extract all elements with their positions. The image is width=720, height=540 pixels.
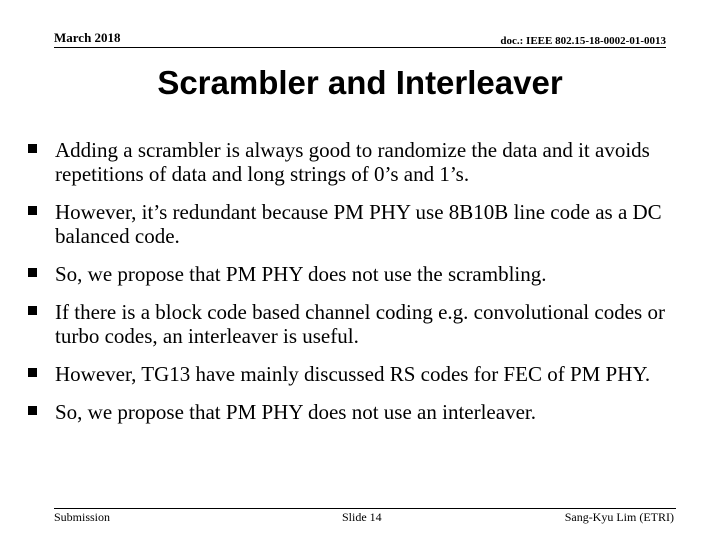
footer-submission: Submission — [54, 510, 111, 524]
bullet-text: However, TG13 have mainly discussed RS codes for FEC of PM PHY. — [55, 362, 651, 386]
bullet-square-icon — [28, 268, 37, 277]
bullet-item — [28, 400, 700, 424]
bullet-text: If there is a block code based channel coding e.g. convolutional codes or turbo codes, an interleaver is useful. — [55, 300, 665, 348]
footer-author: Sang-Kyu Lim (ETRI) — [564, 510, 674, 524]
bullet-square-icon — [28, 306, 37, 315]
bullet-item — [28, 262, 700, 286]
bullet-item — [28, 362, 700, 386]
bullet-text: However, it’s redundant because PM PHY use 8B10B line code as a DC balanced code. — [55, 200, 662, 248]
bullet-text: So, we propose that PM PHY does not use the scrambling. — [55, 262, 547, 286]
bullet-square-icon — [28, 206, 37, 215]
bullet-list — [28, 138, 700, 438]
bullet-square-icon — [28, 406, 37, 415]
slide-title: Scrambler and Interleaver — [157, 64, 563, 101]
bullet-item — [28, 300, 700, 348]
header-date: March 2018 — [54, 30, 121, 45]
header-doc-id: doc.: IEEE 802.15-18-0002-01-0013 — [500, 35, 666, 47]
bullet-square-icon — [28, 144, 37, 153]
bullet-item — [28, 138, 700, 186]
bullet-text: So, we propose that PM PHY does not use an interleaver. — [55, 400, 536, 424]
bullet-text: Adding a scrambler is always good to randomize the data and it avoids repetitions of data and long strings of 0’s and 1’s. — [55, 138, 650, 186]
bullet-item — [28, 200, 700, 248]
footer-divider — [54, 508, 676, 509]
footer-slide-number: Slide 14 — [342, 510, 382, 524]
header-divider — [54, 47, 666, 48]
bullet-square-icon — [28, 368, 37, 377]
